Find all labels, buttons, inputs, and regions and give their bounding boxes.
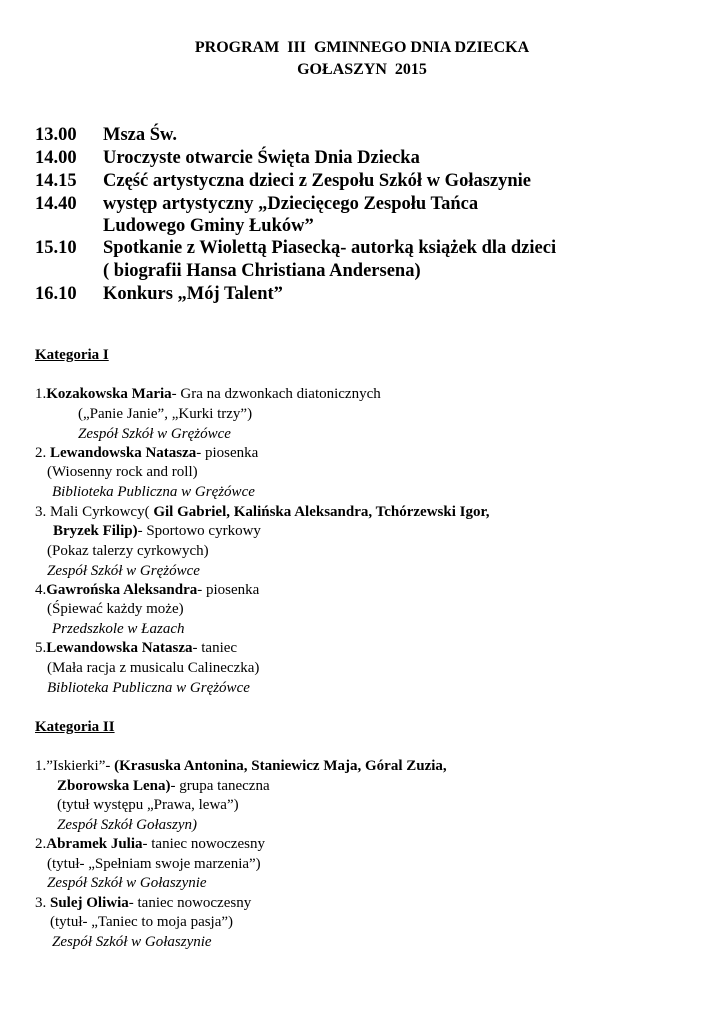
participant-name: Abramek Julia [46,836,143,852]
category-2-heading: Kategoria II [35,719,115,735]
document-title-line-2: GOŁASZYN 2015 [297,61,427,78]
performance-detail: (Śpiewać każdy może) [47,601,184,617]
performance-type: - taniec [192,640,238,656]
schedule-time: 14.15 [35,171,77,191]
entry-title-continuation [57,777,270,795]
entry-number: 1. [35,386,47,402]
performance-detail: (tytuł- „Spełniam swoje marzenia”) [47,856,261,872]
participant-name: Lewandowska Natasza [46,640,193,656]
participant-names: Zborowska Lena) [57,778,171,794]
entry-number: 5. [35,640,47,656]
performance-detail: (Mała racja z musicalu Calineczka) [47,660,260,676]
entry-title-line [35,385,381,403]
performance-type: - grupa taneczna [170,778,270,794]
schedule-time: 14.00 [35,148,77,168]
schedule-text-continuation: Ludowego Gminy Łuków” [103,216,314,236]
document-title-line-1: PROGRAM III GMINNEGO DNIA DZIECKA [194,39,530,56]
participant-name: Gawrońska Aleksandra [46,582,198,598]
performance-detail: (Pokaz talerzy cyrkowych) [47,543,209,559]
schedule-text-continuation: ( biografii Hansa Christiana Andersena) [103,261,421,281]
category-1-heading: Kategoria I [35,347,109,363]
institution-name: Biblioteka Publiczna w Grężówce [52,484,255,500]
schedule-time: 15.10 [35,238,77,258]
entry-title-line [35,639,237,657]
participant-names: Gil Gabriel, Kalińska Aleksandra, Tchórzewski Igor, [153,504,490,520]
participant-name: Sulej Oliwia [50,895,129,911]
performance-detail: („Panie Janie”, „Kurki trzy”) [78,406,253,422]
entry-title-line [35,835,265,853]
institution-name: Biblioteka Publiczna w Grężówce [47,680,250,696]
institution-name: Zespół Szkół w Grężówce [78,426,231,442]
schedule-item [35,147,420,169]
schedule-text: Spotkanie z Wiolettą Piasecką- autorką książek dla dzieci [103,238,557,258]
institution-name: Zespół Szkół Gołaszyn) [57,817,197,833]
entry-number: 1.”Iskierki”- [35,758,115,774]
entry-number: 3. Mali Cyrkowcy( [35,504,154,520]
schedule-time: 16.10 [35,284,77,304]
schedule-item [35,193,478,215]
schedule-text: występ artystyczny „Dziecięcego Zespołu Tańca [103,194,479,214]
schedule-text: Konkurs „Mój Talent” [103,284,283,304]
participant-name: Kozakowska Maria [46,386,172,402]
entry-title-continuation [53,522,261,540]
schedule-item [35,283,283,305]
participant-names: (Krasuska Antonina, Staniewicz Maja, Góral Zuzia, [114,758,447,774]
performance-type: - taniec nowoczesny [142,836,265,852]
schedule-time: 13.00 [35,125,77,145]
schedule-item [35,237,556,259]
performance-type: - piosenka [196,445,259,461]
schedule-item [35,124,177,146]
participant-names: Bryzek Filip) [53,523,138,539]
institution-name: Przedszkole w Łazach [52,621,185,637]
entry-title-line [35,757,447,775]
schedule-text: Część artystyczna dzieci z Zespołu Szkół w Gołaszynie [103,171,532,191]
performance-type: - Gra na dzwonkach diatonicznych [171,386,381,402]
performance-type: - taniec nowoczesny [128,895,252,911]
schedule-text: Uroczyste otwarcie Święta Dnia Dziecka [103,148,420,168]
schedule-text: Msza Św. [103,125,177,145]
institution-name: Zespół Szkół w Gołaszynie [47,875,207,891]
institution-name: Zespół Szkół w Grężówce [47,563,200,579]
entry-number: 3. [35,895,50,911]
schedule-item [35,170,531,192]
performance-detail: (Wiosenny rock and roll) [47,464,198,480]
performance-detail: (tytuł występu „Prawa, lewa”) [57,797,239,813]
performance-type: - piosenka [197,582,260,598]
entry-number: 2. [35,445,50,461]
performance-type: - Sportowo cyrkowy [137,523,261,539]
entry-number: 4. [35,582,47,598]
entry-number: 2. [35,836,47,852]
participant-name: Lewandowska Natasza [50,445,197,461]
performance-detail: (tytuł- „Taniec to moja pasja”) [50,914,234,930]
entry-title-line [35,581,259,599]
schedule-time: 14.40 [35,194,77,214]
entry-title-line [35,444,258,462]
entry-title-line [35,894,251,912]
institution-name: Zespół Szkół w Gołaszynie [52,934,212,950]
entry-title-line [35,503,490,521]
